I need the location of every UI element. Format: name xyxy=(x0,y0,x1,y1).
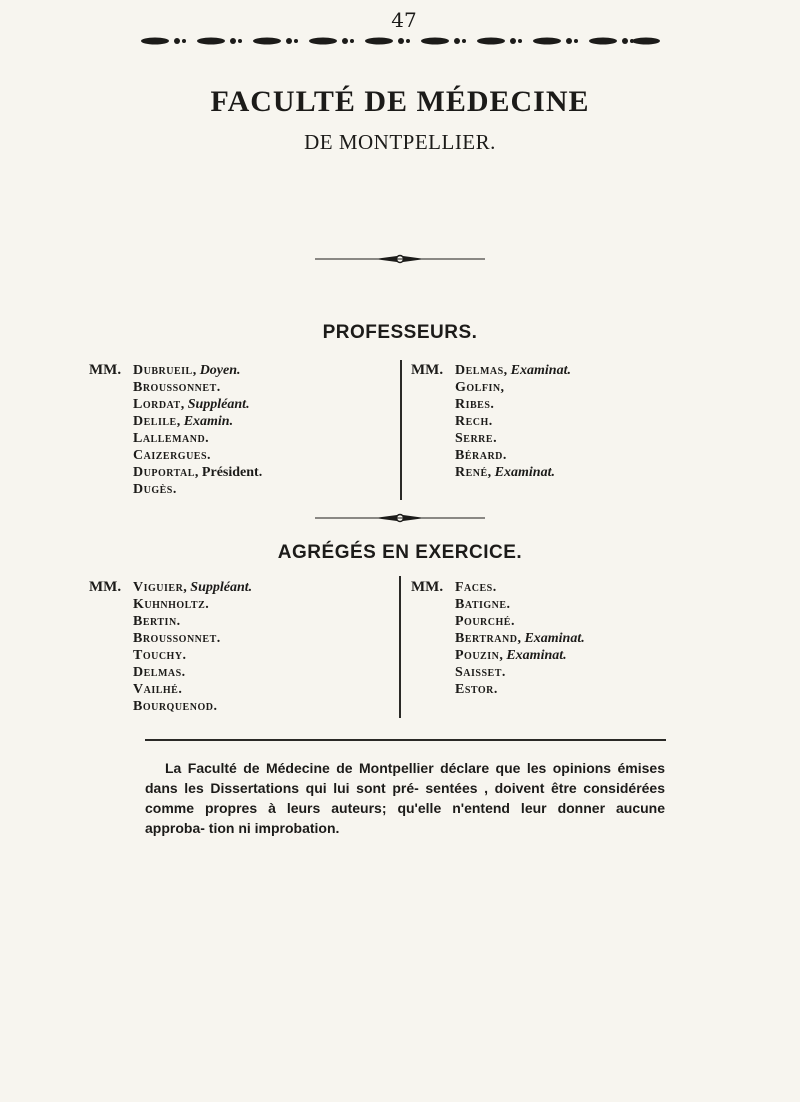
disclaimer-paragraph xyxy=(145,758,665,838)
list-item: Bérard. xyxy=(455,448,507,463)
list-item: Pourché. xyxy=(455,614,515,629)
list-item: Bertin. xyxy=(133,614,181,629)
list-item: MM. Viguier, Suppléant. xyxy=(89,579,253,595)
list-item: Golfin, xyxy=(455,380,505,395)
list-item: Ribes. xyxy=(455,397,495,412)
list-item: Bertrand, Examinat. xyxy=(455,631,585,646)
mm-prefix: MM. xyxy=(89,579,122,595)
list-item: Broussonnet. xyxy=(133,631,221,646)
rule-ornament-icon xyxy=(315,513,485,523)
ornament-band-icon xyxy=(141,35,660,47)
list-item: Rech. xyxy=(455,414,493,429)
professeurs-heading: PROFESSEURS. xyxy=(322,322,478,343)
list-item: MM. Faces. xyxy=(411,579,497,595)
list-item: MM. Delmas, Examinat. xyxy=(411,362,571,378)
list-item: Serre. xyxy=(455,431,498,446)
column-divider xyxy=(400,360,402,500)
list-item: Estor. xyxy=(455,682,498,697)
agreges-heading: AGRÉGÉS EN EXERCICE. xyxy=(277,542,523,563)
page-number: 47 xyxy=(391,8,417,32)
list-item: Bourquenod. xyxy=(133,699,218,714)
list-item: Duportal, Président. xyxy=(133,465,263,480)
list-item: MM. Dubrueil, Doyen. xyxy=(89,362,241,378)
mm-prefix: MM. xyxy=(411,579,444,595)
list-item: Saisset. xyxy=(455,665,506,680)
rule-ornament-icon xyxy=(315,254,485,264)
list-item: Delile, Examin. xyxy=(133,414,234,429)
column-divider xyxy=(399,576,401,718)
page-subtitle: DE MONTPELLIER. xyxy=(304,130,496,154)
agreges-right-column xyxy=(411,579,585,698)
mm-prefix: MM. xyxy=(411,362,444,378)
list-item: Batigne. xyxy=(455,597,511,612)
page-title: FACULTÉ DE MÉDECINE xyxy=(210,85,590,118)
list-item: Pouzin, Examinat. xyxy=(455,648,567,663)
list-item: Caizergues. xyxy=(133,448,212,463)
list-item: Lordat, Suppléant. xyxy=(133,397,250,412)
list-item: Broussonnet. xyxy=(133,380,221,395)
list-item: Vailhé. xyxy=(133,682,183,697)
list-item: Kuhnholtz. xyxy=(133,597,210,612)
list-item: Dugès. xyxy=(133,482,177,497)
list-item: Lallemand. xyxy=(133,431,210,446)
professeurs-right-column xyxy=(411,362,571,481)
list-item: René, Examinat. xyxy=(455,465,555,480)
professeurs-left-column xyxy=(89,362,262,498)
mm-prefix: MM. xyxy=(89,362,122,378)
list-item: Touchy. xyxy=(133,648,187,663)
section-divider xyxy=(145,739,666,741)
agreges-left-column xyxy=(89,579,252,715)
disclaimer-text: La Faculté de Médecine de Montpellier déclare que les opinions émises dans les Dissertations qui lui sont pré- sentées , doivent être considérées comme propres à leurs auteurs; qu'elle n'entend leur donner aucune approba- tion ni improbation. xyxy=(145,760,665,836)
list-item: Delmas. xyxy=(133,665,186,680)
